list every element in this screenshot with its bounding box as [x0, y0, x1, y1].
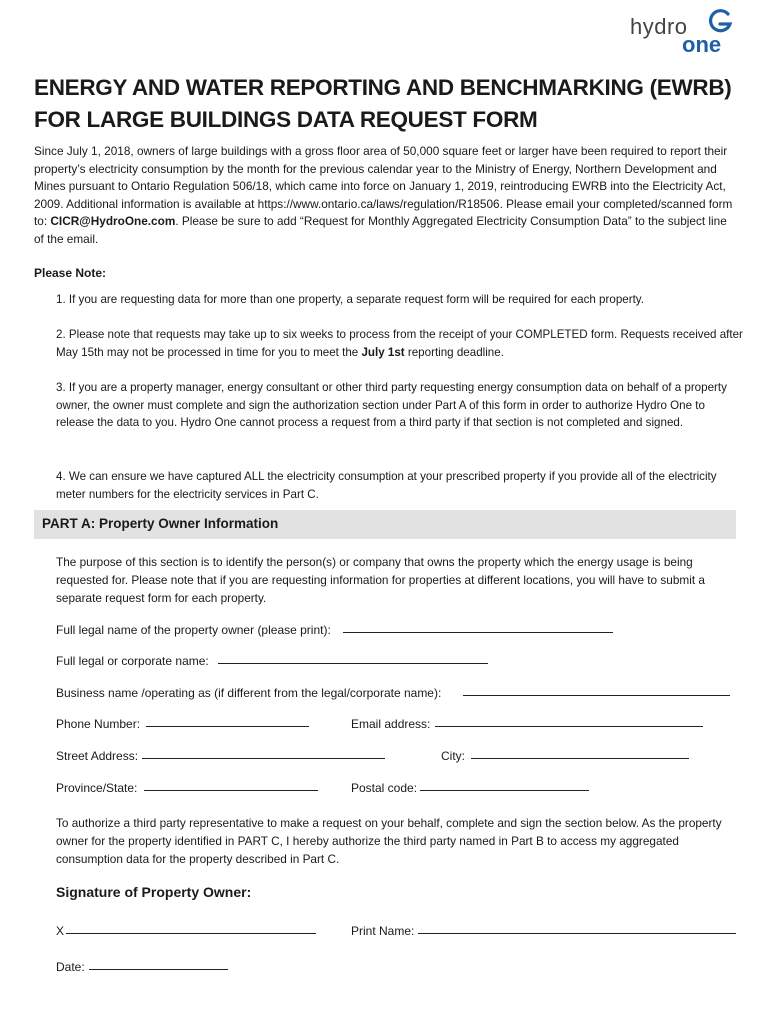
print-name-field[interactable] — [418, 933, 736, 934]
phone-field[interactable] — [146, 726, 309, 727]
logo-text-one: one — [682, 32, 722, 57]
street-field[interactable] — [142, 758, 385, 759]
business-name-label: Business name /operating as (if different from the legal/corporate name): — [56, 686, 442, 700]
province-field[interactable] — [144, 790, 318, 791]
email-field[interactable] — [435, 726, 703, 727]
intro-text: Since July 1, 2018, owners of large buildings with a gross floor area of 50,000 square feet or larger have been required to report their property’s electricity consumption by the month for the previous calendar year to the Ministry of Energy, Northern Development and Mines pursuant to Ontario Regulation 506/18, which came into force on January 1, 2019, reintroducing EWRB into the Electricity Act, 2009. Additional information is available at https://www.ontario.ca/laws/regulation/R18506. Please email your completed/scanned form to: — [34, 144, 733, 228]
signature-heading: Signature of Property Owner: — [56, 884, 252, 900]
signature-x-label: X — [56, 924, 65, 938]
full-legal-name-label: Full legal name of the property owner (please print): — [56, 623, 331, 637]
date-label: Date: — [56, 960, 85, 974]
note-2-text: 2. Please note that requests may take up to six weeks to process from the receipt of your COMPLETED form. Requests received after May 15th may not be processed in time for you to meet the — [56, 328, 743, 359]
province-label: Province/State: — [56, 781, 138, 795]
corporate-name-field[interactable] — [218, 663, 488, 664]
note-1: 1. If you are requesting data for more than one property, a separate request form will be required for each property. — [56, 293, 644, 306]
street-label: Street Address: — [56, 749, 139, 763]
signature-field[interactable] — [66, 933, 316, 934]
notes-heading: Please Note: — [34, 266, 107, 280]
postal-label: Postal code: — [351, 781, 418, 795]
note-4: 4. We can ensure we have captured ALL the electricity consumption at your prescribed property if you provide all of the electricity meter numbers for the electricity services in Part C. — [56, 470, 717, 501]
business-name-field[interactable] — [463, 695, 730, 696]
note-2-deadline: July 1st — [361, 345, 405, 359]
logo-text-hydro: hydro — [630, 14, 688, 39]
note-2-text-end: reporting deadline. — [404, 345, 504, 359]
part-a-title: PART A: Property Owner Information — [42, 516, 279, 531]
city-field[interactable] — [471, 758, 689, 759]
postal-field[interactable] — [420, 790, 589, 791]
note-3: 3. If you are a property manager, energy consultant or other third party requesting energy consumption data on behalf of a property owner, the owner must complete and sign the authorization section under Part A of this form in order to authorize Hydro One to release the data to you. Hydro One cannot process a request from a third party if that section is not completed and signed. — [56, 381, 727, 429]
contact-email-link[interactable]: CICR@HydroOne.com — [50, 214, 176, 228]
full-legal-name-field[interactable] — [343, 632, 613, 633]
intro-text-end: . Please be sure to add “Request for Monthly Aggregated Electricity Consumption Data” to the subject line of the email. — [34, 214, 727, 246]
city-label: City: — [441, 749, 465, 763]
note-2 — [56, 326, 746, 361]
intro-paragraph — [34, 143, 734, 248]
phone-label: Phone Number: — [56, 717, 141, 731]
date-field[interactable] — [89, 969, 228, 970]
part-a-purpose: The purpose of this section is to identify the person(s) or company that owns the property which the energy usage is being requested for. Please note that if you are requesting information for properties at different locations, you will have to submit a separate request form for each property. — [56, 555, 705, 605]
print-name-label: Print Name: — [351, 924, 415, 938]
part-a-header — [34, 510, 736, 539]
email-label: Email address: — [351, 717, 431, 731]
authorization-paragraph: To authorize a third party representative to make a request on your behalf, complete and sign the section below. As the property owner for the property identified in PART C, I hereby authorize the third party named in Part B to access my aggregated consumption data for the property described in Part C. — [56, 816, 722, 866]
hydro-one-logo — [626, 8, 736, 56]
form-title: ENERGY AND WATER REPORTING AND BENCHMARKING (EWRB) FOR LARGE BUILDINGS DATA REQUEST FORM — [34, 75, 732, 132]
corporate-name-label: Full legal or corporate name: — [56, 654, 209, 668]
logo-swirl-icon — [706, 8, 734, 34]
